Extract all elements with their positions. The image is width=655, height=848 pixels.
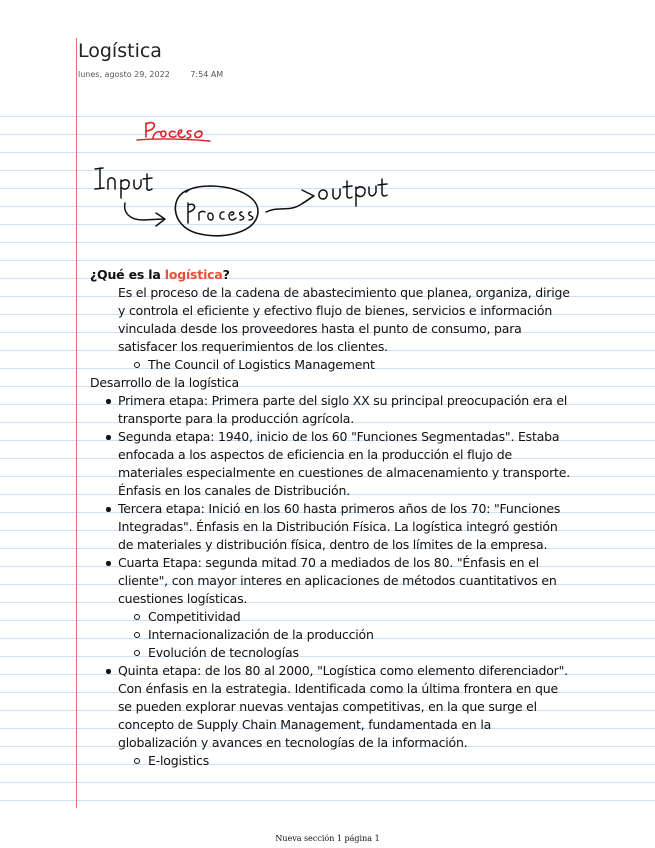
page-footer: Nueva sección 1 página 1 [275, 834, 380, 843]
ink-process-oval [175, 186, 258, 236]
section-heading: Desarrollo de la logística [90, 375, 239, 390]
stage-item-4: Cuarta Etapa: segunda mitad 70 a mediados de los 80. "Énfasis en el cliente", con mayor interes en aplicaciones de métodos cuantitativos en cuestiones logísticas. Competitividad Internacionalización de la producción Evolución de tecnologías [90, 554, 570, 662]
source-item: The Council of Logistics Management [90, 356, 570, 374]
sub-item: E-logistics [118, 752, 570, 770]
definition-text: Es el proceso de la cadena de abastecimiento que planea, organiza, dirige y controla el eficiente y efectivo flujo de bienes, servicios e información vinculada desde los proveedores hasta el punto de consumo, para satisfacer los requerimientos de los clientes. [118, 285, 570, 354]
sub-item: Evolución de tecnologías [118, 644, 570, 662]
question-heading: ¿Qué es la logística? [90, 267, 230, 282]
stage-5-sublist [118, 752, 570, 770]
sub-item: Competitividad [118, 608, 570, 626]
page-date: lunes, agosto 29, 2022 [78, 70, 170, 79]
ink-output [319, 179, 387, 206]
stage-item-5: Quinta etapa: de los 80 al 2000, "Logística como elemento diferenciador". Con énfasis en la estrategia. Identificada como la última frontera en que se pueden explorar nuevas ventajas competitivas, en la que surge el concepto de Supply Chain Management, fundamentada en la globalización y avances en tecnologías de la información. E-logistics [90, 662, 570, 770]
stage-item-3: Tercera etapa: Inició en los 60 hasta primeros años de los 70: "Funciones Integradas". Énfasis en la Distribución Física. La logística integró gestión de materiales y distribución física, dentro de los límites de la empresa. [90, 500, 570, 554]
stage-item-1: Primera etapa: Primera parte del siglo XX su principal preocupación era el transporte para la producción agrícola. [90, 392, 570, 428]
note-content [90, 266, 570, 770]
ink-heading-proceso [137, 123, 210, 141]
page-time: 7:54 AM [190, 70, 224, 79]
stages-list [90, 392, 570, 770]
page-metadata [78, 70, 223, 79]
ink-arrow-to-process [125, 203, 165, 226]
source-list [90, 356, 570, 374]
ink-input [95, 168, 152, 198]
ink-arrow-to-output [266, 190, 314, 212]
sub-item: Internacionalización de la producción [118, 626, 570, 644]
highlighted-term: logística [164, 267, 223, 282]
stage-item-2: Segunda etapa: 1940, inicio de los 60 "Funciones Segmentadas". Estaba enfocada a los aspectos de eficiencia en la producción el flujo de materiales especialmente en cuestiones de almacenamiento y transporte. Énfasis en los canales de Distribución. [90, 428, 570, 500]
stage-4-sublist [118, 608, 570, 662]
page-title: Logística [78, 40, 162, 62]
margin-line [76, 38, 77, 808]
